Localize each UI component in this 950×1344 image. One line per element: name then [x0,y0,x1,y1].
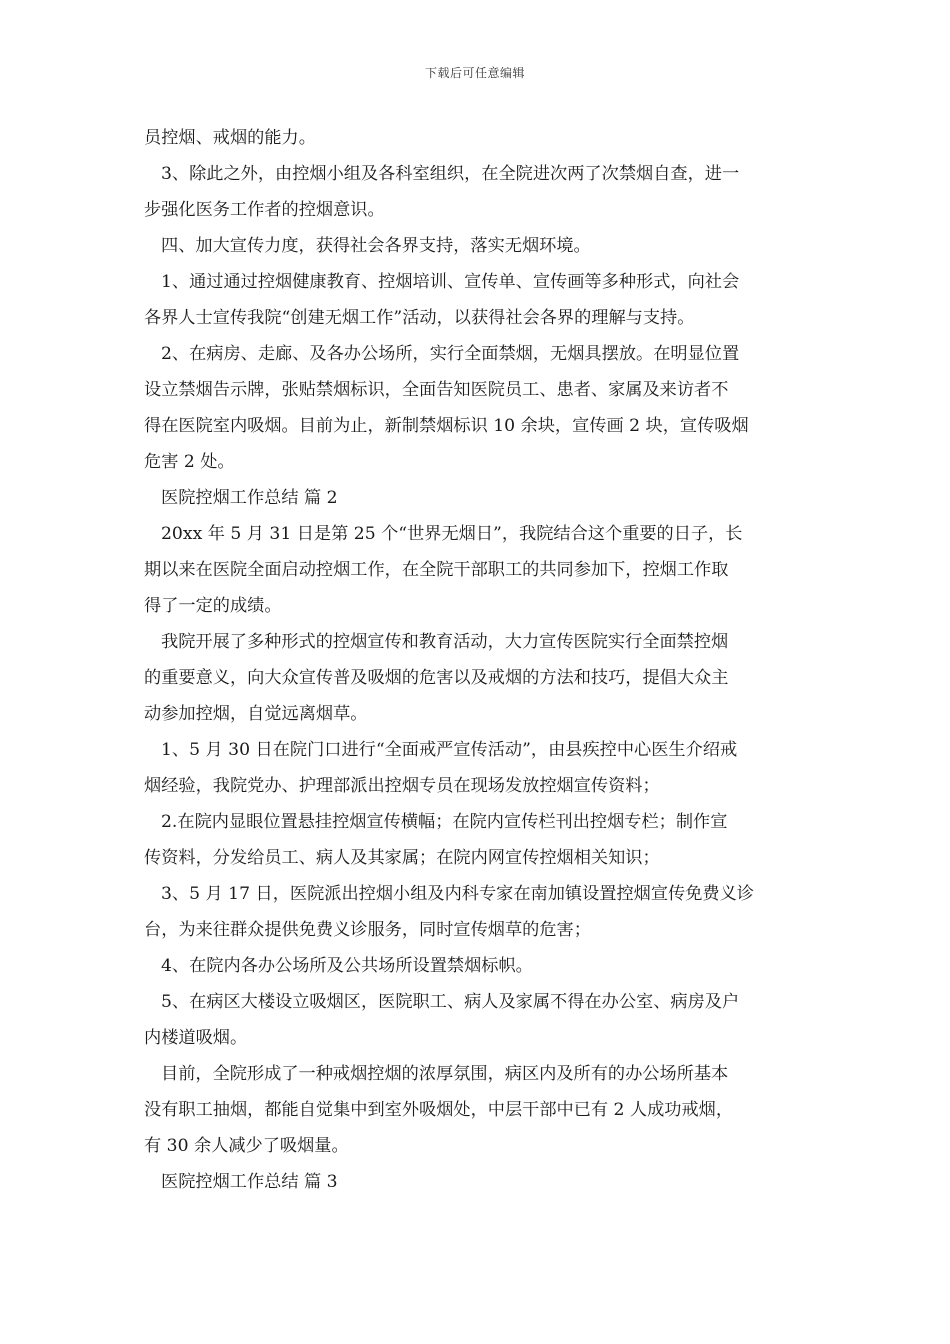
body-line: 我院开展了多种形式的控烟宣传和教育活动，大力宣传医院实行全面禁控烟 [161,632,729,652]
body-line: 1、通过通过控烟健康教育、控烟培训、宣传单、宣传画等多种形式，向社会 [161,272,740,292]
body-line: 各界人士宣传我院“创建无烟工作”活动，以获得社会各界的理解与支持。 [144,308,695,328]
body-line: 动参加控烟，自觉远离烟草。 [144,704,368,724]
body-line: 3、5 月 17 日，医院派出控烟小组及内科专家在南加镇设置控烟宣传免费义诊 [161,884,754,904]
body-line: 员控烟、戒烟的能力。 [144,128,316,148]
body-line: 设立禁烟告示牌，张贴禁烟标识，全面告知医院员工、患者、家属及来访者不 [144,380,729,400]
document-body [144,120,809,1200]
page-header-note: 下载后可任意编辑 [424,66,525,80]
body-line: 4、在院内各办公场所及公共场所设置禁烟标帜。 [161,956,533,976]
body-line: 20xx 年 5 月 31 日是第 25 个“世界无烟日”，我院结合这个重要的日子，长 [161,524,743,544]
body-line: 2、在病房、走廊、及各办公场所，实行全面禁烟，无烟具摆放。在明显位置 [161,344,740,364]
body-line: 危害 2 处。 [144,452,235,472]
body-line: 1、5 月 30 日在院门口进行“全面戒严宣传活动”，由县疾控中心医生介绍戒 [161,740,738,760]
body-line: 得了一定的成绩。 [144,596,282,616]
body-line: 5、在病区大楼设立吸烟区，医院职工、病人及家属不得在办公室、病房及户 [161,992,740,1012]
body-line: 3、除此之外，由控烟小组及各科室组织，在全院进次两了次禁烟自查，进一 [161,164,740,184]
body-line: 有 30 余人减少了吸烟量。 [144,1136,349,1156]
body-line: 台，为来往群众提供免费义诊服务，同时宣传烟草的危害； [144,920,591,940]
body-line: 的重要意义，向大众宣传普及吸烟的危害以及戒烟的方法和技巧，提倡大众主 [144,668,729,688]
article-title: 医院控烟工作总结 篇 3 [161,1172,338,1192]
body-line: 传资料，分发给员工、病人及其家属；在院内网宣传控烟相关知识； [144,848,660,868]
body-line: 期以来在医院全面启动控烟工作，在全院干部职工的共同参加下，控烟工作取 [144,560,729,580]
body-line: 目前，全院形成了一种戒烟控烟的浓厚氛围，病区内及所有的办公场所基本 [161,1064,729,1084]
section-heading: 四、加大宣传力度，获得社会各界支持，落实无烟环境。 [161,236,591,256]
body-line: 内楼道吸烟。 [144,1028,248,1048]
body-line: 得在医院室内吸烟。目前为止，新制禁烟标识 10 余块，宣传画 2 块，宣传吸烟 [144,416,749,436]
body-line: 没有职工抽烟，都能自觉集中到室外吸烟处，中层干部中已有 2 人成功戒烟， [144,1100,734,1120]
body-line: 步强化医务工作者的控烟意识。 [144,200,385,220]
body-line: 2.在院内显眼位置悬挂控烟宣传横幅；在院内宣传栏刊出控烟专栏；制作宣 [161,812,728,832]
body-line: 烟经验，我院党办、护理部派出控烟专员在现场发放控烟宣传资料； [144,776,660,796]
article-title: 医院控烟工作总结 篇 2 [161,488,338,508]
